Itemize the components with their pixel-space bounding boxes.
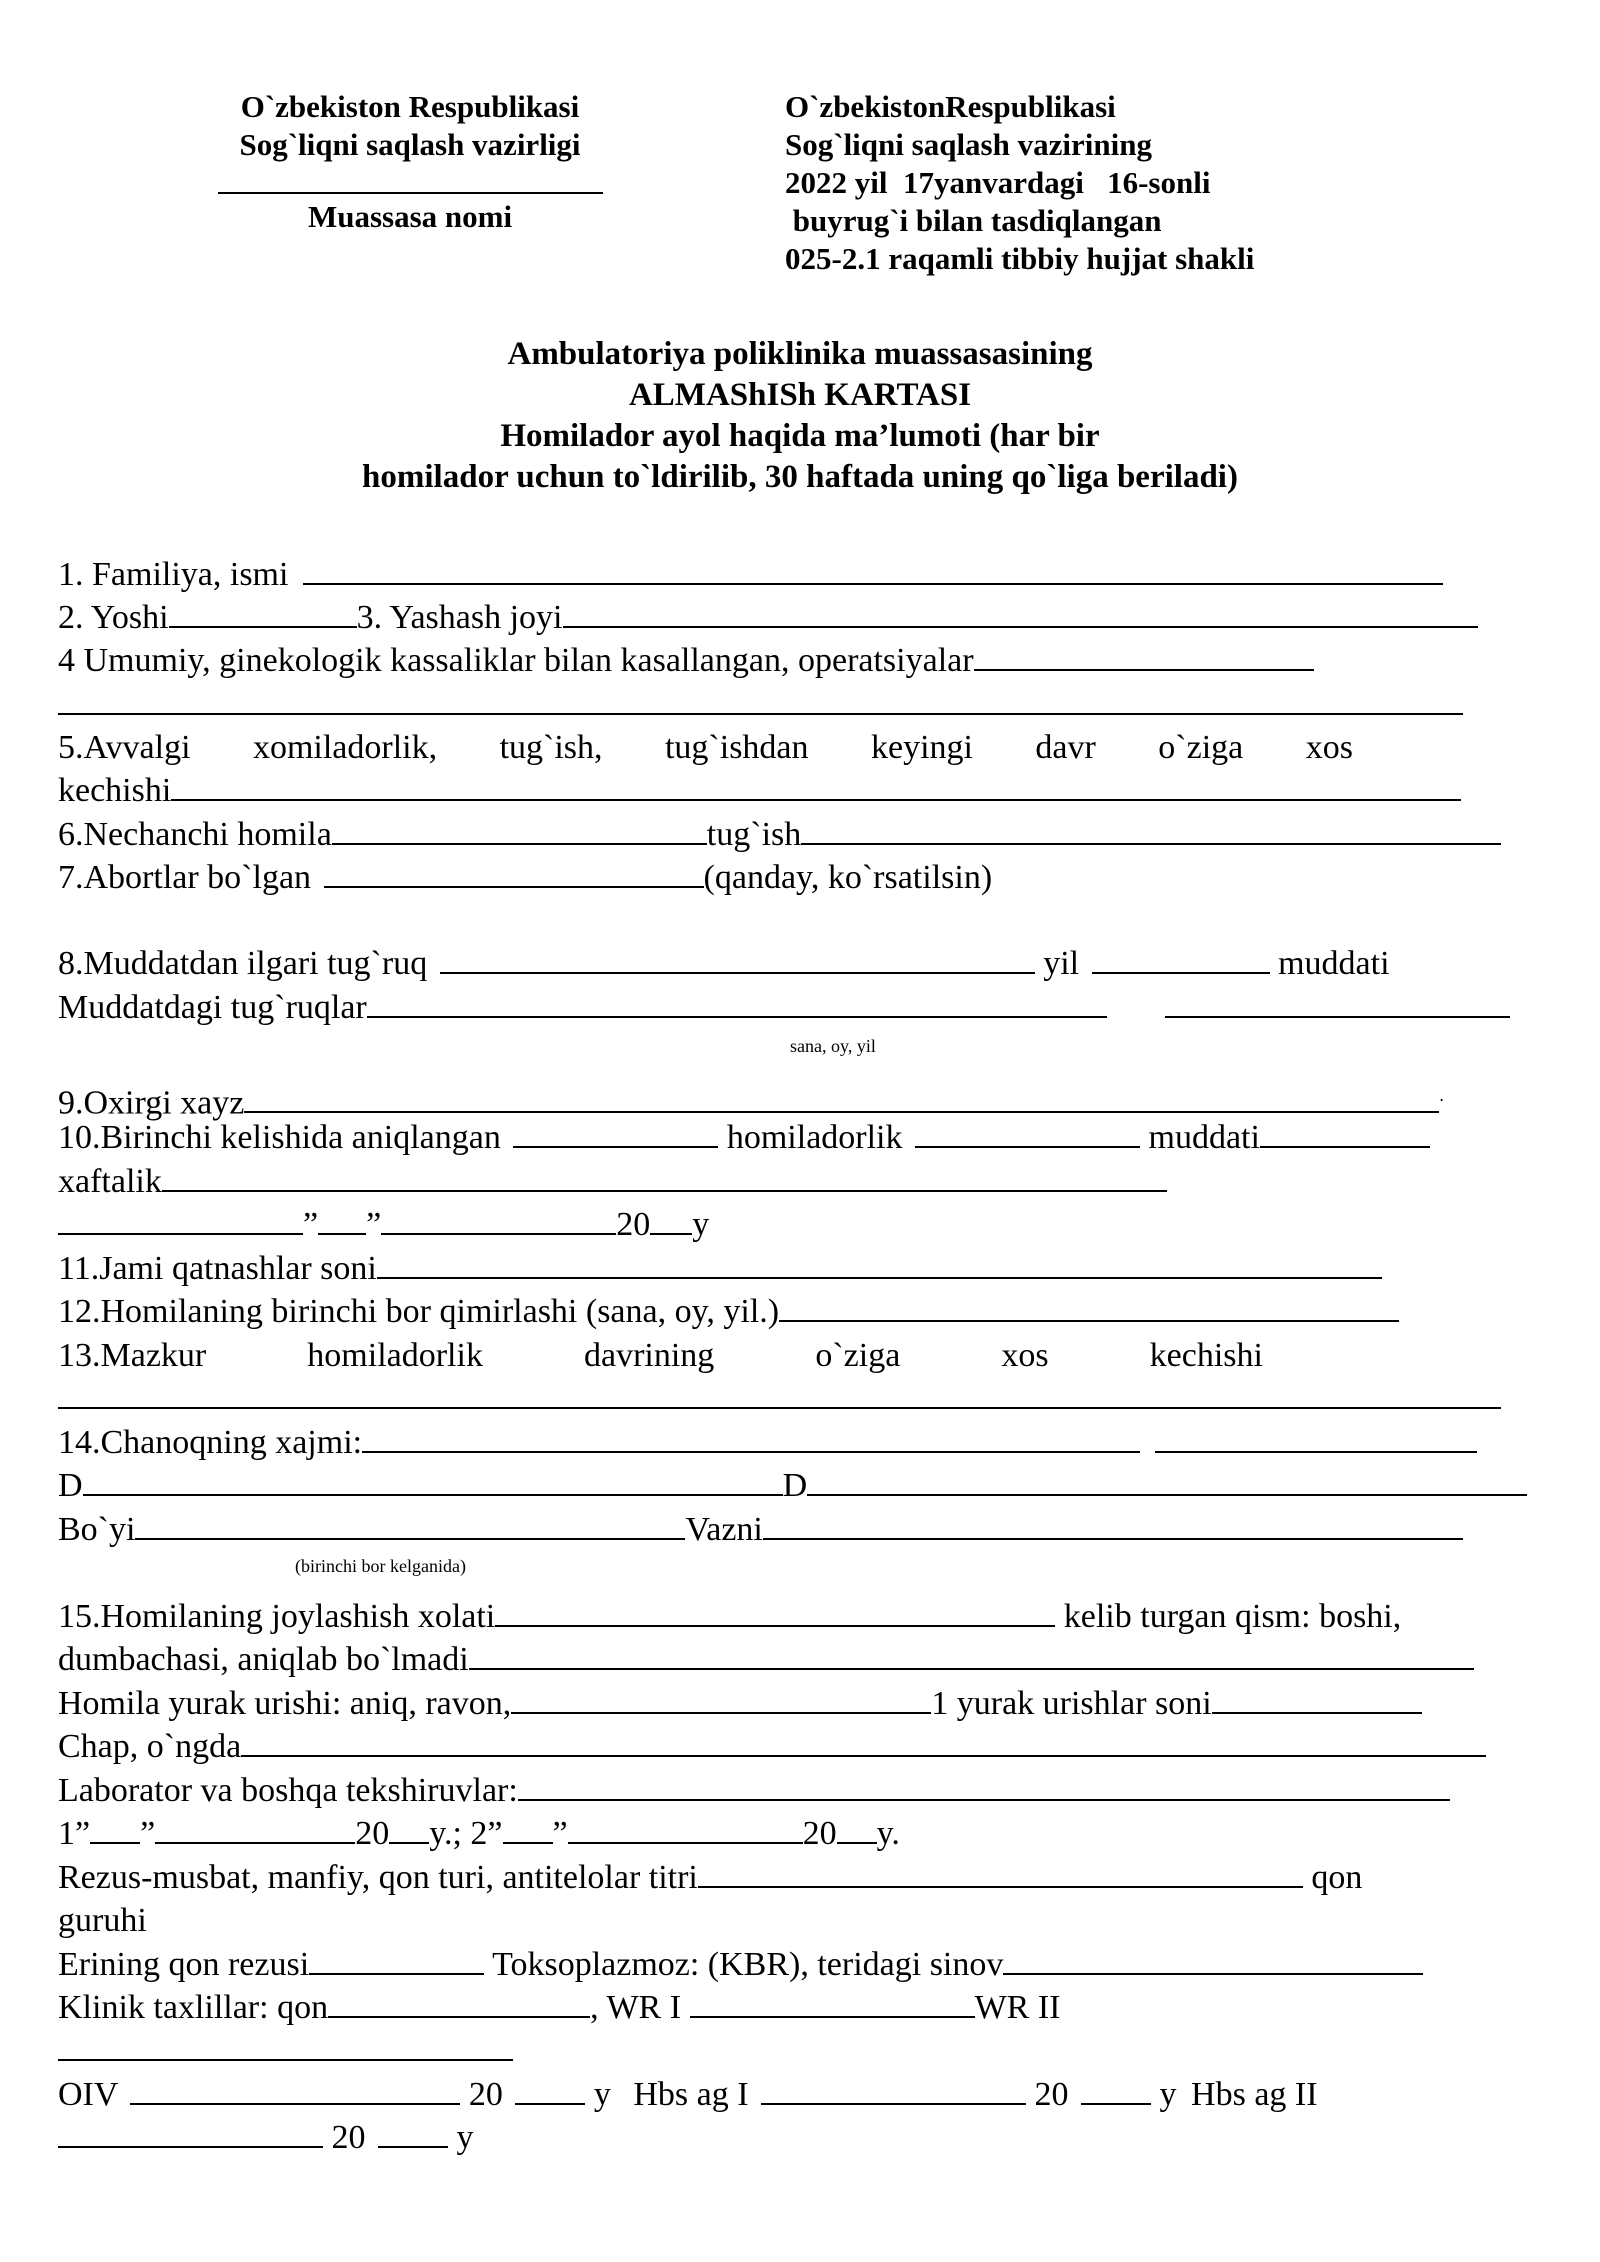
field-blank-pelvis-2[interactable] [1155,1425,1477,1453]
field-row-14b [58,1466,1527,1506]
field-blank-fetal-position[interactable] [495,1599,1055,1627]
field-label-d2: D [782,1467,808,1504]
institution-name-blank[interactable] [218,174,603,194]
field-blank-oiv[interactable] [130,2077,460,2105]
field-blank-husband-rhesus[interactable] [309,1947,484,1975]
field-row-5b [58,771,1461,811]
field-label-fetal-position: 15.Homilaning joylashish xolati [58,1598,496,1635]
word: o`ziga [815,1337,901,1374]
field-label-lab-tests: Laborator va boshqa tekshiruvlar: [58,1772,518,1809]
field-label-term: muddati [1148,1119,1260,1156]
field-label-name: 1. Familiya, ismi [58,556,289,593]
date-quote: ” [303,1206,319,1243]
date-century: 20 [1034,2076,1069,2113]
field-note-first-visit: (birinchi bor kelganida) [295,1556,466,1576]
field-dot: . [1439,1085,1444,1105]
title-line-3: Homilador ayol haqida ma’lumoti (har bir [500,418,1100,454]
field-blank-wr1[interactable] [690,1990,975,2018]
field-blank-term-births[interactable] [367,990,1107,1018]
field-blank-hbs1-year[interactable] [1081,2077,1151,2105]
field-row-hbs2 [58,2118,474,2158]
field-blank-diseases[interactable] [974,643,1314,671]
field-blank-age[interactable] [169,600,357,628]
field-label-course: kechishi [58,772,172,809]
institution-name-label: Muassasa nomi [307,199,513,234]
field-row-11 [58,1249,1382,1289]
field-row-13b [58,1379,1501,1419]
title-line-2: ALMAShISh KARTASI [628,377,972,413]
field-row-14 [58,1423,1477,1463]
field-label-presenting-part: kelib turgan qism: boshi, [1063,1598,1402,1635]
field-blank-date-year[interactable] [650,1207,692,1235]
field-label-first-visit: 10.Birinchi kelishida aniqlangan [58,1119,501,1156]
field-row-wr2 [58,2031,513,2071]
field-blank-d1[interactable] [83,1468,783,1496]
field-row-2 [58,598,1478,638]
header-right [785,88,1254,278]
field-blank-pelvis[interactable] [362,1425,1140,1453]
field-blank-clinic-blood[interactable] [328,1990,590,2018]
field-blank-last-period[interactable] [244,1085,1439,1113]
field-blank-term-births-2[interactable] [1165,990,1510,1018]
field-label-blood: qon [1311,1859,1363,1896]
date-century: 20 [468,2076,503,2113]
field-blank-hbs2[interactable] [58,2120,323,2148]
field-blank-lab-day-1[interactable] [90,1816,140,1844]
field-blank-presentation[interactable] [469,1642,1474,1670]
field-row-rhesus [58,1858,1362,1898]
field-row-10b [58,1162,1167,1202]
word: o`ziga [1158,729,1244,766]
word: xos [1305,729,1353,766]
word: tug`ish, [499,729,603,766]
field-label-current-course [58,1336,1263,1376]
field-blank-preterm[interactable] [440,946,1035,974]
field-label-d1: D [58,1467,83,1504]
field-label-birth: tug`ish [706,816,802,853]
field-blank-total-visits[interactable] [377,1251,1382,1279]
field-row-husband [58,1945,1423,1985]
field-label-last-period: 9.Oxirgi xayz [58,1084,245,1122]
field-blank-abortions[interactable] [324,860,704,888]
word: xos [1001,1337,1049,1374]
field-blank-lab-day-2[interactable] [503,1816,553,1844]
header-right-country: O`zbekistonRespublikasi [785,89,1116,124]
field-blank-diseases-2[interactable] [58,687,1463,715]
field-label-rhesus: Rezus-musbat, manfiy, qon turi, antitelolar titri [58,1859,698,1896]
field-label-address: 3. Yashash joyi [356,599,563,636]
field-blank-oiv-year[interactable] [515,2077,585,2105]
field-label-heartbeat-count: 1 yurak urishlar soni [931,1685,1212,1722]
date-year-suffix: y [456,2119,474,2156]
field-row-4 [58,641,1314,681]
field-label-husband-rhesus: Erining qon rezusi [58,1946,310,1983]
field-label-height: Bo`yi [58,1511,136,1548]
word: 5.Avvalgi [58,729,191,766]
field-label-age: 2. Yoshi [58,599,169,636]
field-row-rhesus-b [58,1901,147,1941]
field-label-preterm: 8.Muddatdan ilgari tug`ruq [58,945,428,982]
field-blank-height[interactable] [135,1512,685,1540]
word: xomiladorlik, [252,729,438,766]
field-blank-toxoplasmosis[interactable] [1003,1947,1423,1975]
field-row-10 [58,1118,1430,1158]
header-right-date: 2022 yil 17yanvardagi 16-sonli [785,165,1211,200]
field-row-lab [58,1771,1450,1811]
field-label-first-movement: 12.Homilaning birinchi bor qimirlashi (sana, oy, yil.) [58,1293,780,1330]
date-century: 20 [331,2119,366,2156]
word: keyingi [870,729,973,766]
field-blank-lab-month-2[interactable] [568,1816,803,1844]
field-row-left-right [58,1727,1486,1767]
field-note-date-format: sana, oy, yil [790,1036,876,1056]
field-blank-name[interactable] [303,557,1443,585]
field-label-oiv: OIV [58,2076,118,2113]
header-right-order: buyrug`i bilan tasdiqlangan [785,203,1162,238]
field-blank-lab-month-1[interactable] [155,1816,355,1844]
word: tug`ishdan [664,729,809,766]
field-row-6 [58,815,1501,855]
field-row-8b [58,988,1510,1028]
field-row-9 [58,1075,1444,1123]
field-label-toxoplasmosis: Toksoplazmoz: (KBR), teridagi sinov [492,1946,1004,1983]
field-label-preterm-year: yil [1043,945,1080,982]
field-blank-lab-year-2[interactable] [837,1816,877,1844]
field-row-heartbeat [58,1684,1422,1724]
field-row-15 [58,1597,1401,1637]
date-year-suffix: y [593,2076,611,2113]
field-label-hbs1: Hbs ag I [633,2076,749,2113]
field-label-hbs2: Hbs ag II [1191,2076,1318,2113]
lab-date-2-prefix: y.; 2” [429,1815,503,1852]
field-label-heartbeat: Homila yurak urishi: aniq, ravon, [58,1685,512,1722]
date-year-suffix: y [692,1206,710,1243]
field-label-prev-pregnancy [58,728,1353,768]
field-blank-date-month[interactable] [381,1207,616,1235]
field-blank-weight[interactable] [763,1512,1463,1540]
field-row-height-weight [58,1510,1463,1550]
date-quote: ” [140,1815,156,1852]
field-label-pelvis: 14.Chanoqning xajmi: [58,1424,363,1461]
field-label-total-visits: 11.Jami qatnashlar soni [58,1250,377,1287]
field-row-7 [58,858,992,898]
header-left-country: O`zbekiston Respublikasi [240,89,580,124]
field-row-13 [58,1336,1263,1376]
field-blank-lab-tests[interactable] [518,1773,1450,1801]
field-blank-date-day[interactable] [318,1207,366,1235]
field-row-5 [58,728,1353,768]
field-blank-date-a[interactable] [58,1207,303,1235]
field-blank-term[interactable] [1260,1120,1430,1148]
field-row-oiv [58,2075,1318,2115]
field-blank-heartbeat-count[interactable] [1212,1686,1422,1714]
date-year-suffix: y [1159,2076,1177,2113]
date-century: 20 [355,1815,390,1852]
field-blank-preterm-year[interactable] [1092,946,1270,974]
field-row-4b [58,685,1463,725]
header-left-ministry: Sog`liqni saqlash vazirligi [239,127,581,162]
field-blank-hbs2-year[interactable] [378,2120,448,2148]
field-blank-weeks[interactable] [162,1164,1167,1192]
field-label-term-births: Muddatdagi tug`ruqlar [58,989,367,1026]
field-label-left-right: Chap, o`ngda [58,1728,242,1765]
header-right-ministry: Sog`liqni saqlash vazirining [785,127,1152,162]
field-label-wr1: , WR I [590,1989,682,2026]
field-label-preterm-term: muddati [1278,945,1390,982]
field-blank-birth[interactable] [801,817,1501,845]
field-label-pregnancy-number: 6.Nechanchi homila [58,816,332,853]
date-century: 20 [802,1815,837,1852]
word: homiladorlik [307,1337,483,1374]
field-blank-heartbeat[interactable] [511,1686,931,1714]
word: kechishi [1149,1337,1263,1374]
document-title [0,334,1600,498]
field-row-8 [58,944,1390,984]
field-label-wr2: WR II [974,1989,1061,2026]
header-right-form-code: 025-2.1 raqamli tibbiy hujjat shakli [785,241,1255,276]
field-row-1 [58,555,1443,595]
field-blank-first-movement[interactable] [779,1294,1399,1322]
field-label-blood-group: guruhi [58,1902,147,1939]
field-blank-wr2[interactable] [58,2033,513,2061]
field-row-12 [58,1292,1399,1332]
field-blank-hbs1[interactable] [761,2077,1026,2105]
lab-date-2-suffix: y. [876,1815,900,1852]
field-row-15b [58,1640,1474,1680]
field-label-weight: Vazni [685,1511,763,1548]
header-left [150,88,670,236]
word: 13.Mazkur [58,1337,207,1374]
field-blank-current-course[interactable] [58,1381,1501,1409]
field-row-clinic [58,1988,1060,2028]
field-label-presentation-options: dumbachasi, aniqlab bo`lmadi [58,1641,469,1678]
field-blank-lab-year-1[interactable] [389,1816,429,1844]
field-blank-pregnancy-number[interactable] [332,817,707,845]
field-blank-address[interactable] [563,600,1478,628]
field-blank-rhesus[interactable] [698,1860,1303,1888]
date-quote: ” [552,1815,568,1852]
field-label-diseases: 4 Umumiy, ginekologik kassaliklar bilan kasallangan, operatsiyalar [58,642,974,679]
field-blank-left-right[interactable] [241,1729,1486,1757]
word: davr [1035,729,1096,766]
field-blank-pregnancy-term[interactable] [915,1120,1140,1148]
field-blank-d2[interactable] [807,1468,1527,1496]
title-line-4: homilador uchun to`ldirilib, 30 haftada uning qo`liga beriladi) [362,459,1238,495]
field-blank-course[interactable] [171,773,1461,801]
field-row-lab-dates [58,1814,900,1854]
lab-date-1-prefix: 1” [58,1815,91,1852]
date-century: 20 [616,1206,651,1243]
title-line-1: Ambulatoriya poliklinika muassasasining [507,336,1093,372]
field-hint-abortions: (qanday, ko`rsatilsin) [703,859,993,896]
field-blank-first-visit[interactable] [513,1120,718,1148]
word: davrining [584,1337,715,1374]
field-label-pregnancy: homiladorlik [726,1119,903,1156]
date-quote: ” [366,1206,382,1243]
field-row-10c-date [58,1205,709,1245]
field-label-abortions: 7.Abortlar bo`lgan [58,859,312,896]
field-label-weeks: xaftalik [58,1163,162,1200]
field-label-clinic-blood: Klinik taxlillar: qon [58,1989,329,2026]
